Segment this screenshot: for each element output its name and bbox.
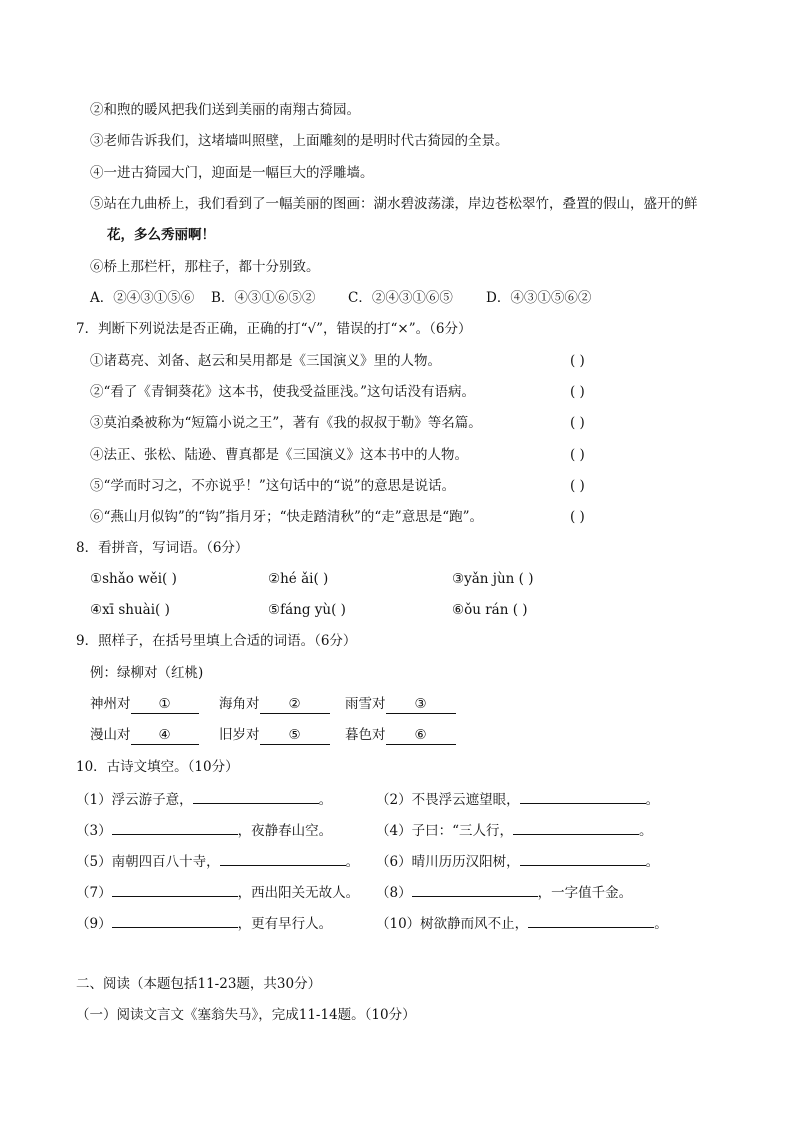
q7-item: ②“看了《青铜葵花》这本书，使我受益匪浅。”这句话没有语病。 (90, 384, 476, 400)
q10-item-prefix: （1）浮云游子意， (76, 792, 193, 808)
q6-item-5: ⑤站在九曲桥上，我们看到了一幅美丽的图画：湖水碧波荡漾，岸边苍松翠竹，叠置的假山，盛开的鲜 (90, 196, 698, 212)
q9-pair-label: 旧岁对 (219, 727, 260, 743)
q7-item: ④法正、张松、陆逊、曹真都是《三国演义》这本书中的人物。 (90, 447, 468, 463)
q7-answer-paren[interactable]: ( ) (570, 478, 585, 494)
q9-pair-label: 暮色对 (345, 727, 386, 743)
q10-item (376, 851, 659, 871)
q10-item (376, 820, 653, 840)
q9-pair (345, 726, 456, 745)
q7-answer-paren[interactable]: ( ) (570, 415, 585, 431)
q10-item (76, 851, 359, 871)
q10-answer-blank[interactable] (520, 851, 646, 866)
q8-pinyin-item[interactable]: ②hé ǎi( ) (268, 571, 329, 587)
q10-item (376, 789, 659, 809)
q9-pair (90, 726, 199, 745)
q7-item: ⑤“学而时习之，不亦说乎！”这句话中的“说”的意思是说话。 (90, 478, 456, 494)
q10-item-suffix: 。 (318, 792, 333, 808)
q10-answer-blank[interactable] (220, 851, 346, 866)
q9-blank-mark: ③ (414, 696, 427, 712)
q10-item (76, 913, 332, 933)
q7-item: ③莫泊桑被称为“短篇小说之王”，著有《我的叔叔于勒》等名篇。 (90, 415, 482, 431)
q10-item (76, 820, 332, 840)
q9-title: 9．照样子，在括号里填上合适的词语。（6分） (76, 633, 357, 649)
q10-answer-blank[interactable] (112, 913, 238, 928)
q10-item-suffix: ，西出阳关无故人。 (237, 885, 360, 901)
q9-blank-mark: ① (158, 696, 171, 712)
q10-item-suffix: 。 (639, 823, 653, 839)
subsection-heading: （一）阅读文言文《塞翁失马》，完成11-14题。（10分） (76, 1007, 416, 1023)
q10-answer-blank[interactable] (193, 789, 319, 804)
q6-item-6: ⑥桥上那栏杆，那柱子，都十分别致。 (90, 259, 320, 275)
q6-item-3: ③老师告诉我们，这堵墙叫照壁，上面雕刻的是明时代古猗园的全景。 (90, 133, 509, 149)
q8-pinyin-item[interactable]: ①shǎo wěi( ) (90, 571, 177, 587)
q10-item-suffix: ，更有早行人。 (237, 916, 333, 932)
q6-option-a: A．②④③①⑤⑥ (90, 290, 195, 306)
q9-answer-blank[interactable] (386, 726, 456, 745)
q8-title: 8．看拼音，写词语。（6分） (76, 540, 249, 556)
q10-item-suffix: ，一字值千金。 (537, 885, 633, 901)
q9-pair (345, 695, 456, 714)
q10-item-prefix: （3） (76, 823, 112, 839)
q10-item-prefix: （2）不畏浮云遮望眼， (376, 792, 520, 808)
q9-answer-blank[interactable] (131, 726, 199, 745)
q9-answer-blank[interactable] (386, 695, 456, 714)
q9-blank-mark: ② (288, 696, 301, 712)
q9-blank-mark: ④ (158, 727, 171, 743)
q10-item-suffix: 。 (654, 916, 668, 932)
q9-blank-mark: ⑥ (414, 727, 427, 743)
q6-option-c: C．②④③①⑥⑤ (348, 290, 453, 306)
q8-pinyin-item[interactable]: ④xī shuài( ) (90, 602, 170, 618)
section-heading: 二、阅读（本题包括11-23题，共30分） (76, 976, 322, 992)
q9-pair (90, 695, 199, 714)
q8-pinyin-item[interactable]: ⑥ǒu rán ( ) (452, 602, 528, 618)
q8-pinyin-item[interactable]: ③yǎn jùn ( ) (452, 571, 534, 587)
q9-pair-label: 海角对 (219, 696, 260, 712)
q10-item (376, 913, 668, 933)
q6-item-4: ④一进古猗园大门，迎面是一幅巨大的浮雕墙。 (90, 165, 374, 181)
q9-answer-blank[interactable] (131, 695, 199, 714)
q10-item-prefix: （4）子曰：“三人行， (376, 823, 513, 839)
q9-pair-label: 雨雪对 (345, 696, 386, 712)
q10-title: 10．古诗文填空。（10分） (76, 759, 239, 775)
q10-answer-blank[interactable] (513, 820, 639, 835)
q9-example: 例：绿柳对（红桃) (90, 665, 204, 681)
q10-item-prefix: （9） (76, 916, 112, 932)
q10-item-prefix: （6）晴川历历汉阳树， (376, 854, 520, 870)
q9-pair (219, 695, 330, 714)
q10-item (76, 882, 359, 902)
q10-item-prefix: （10）树欲静而风不止， (376, 916, 529, 932)
q10-answer-blank[interactable] (112, 882, 238, 897)
q9-pair (219, 726, 330, 745)
q7-answer-paren[interactable]: ( ) (570, 509, 585, 525)
q8-pinyin-item[interactable]: ⑤fáng yù( ) (268, 602, 346, 618)
q7-answer-paren[interactable]: ( ) (570, 447, 585, 463)
q9-answer-blank[interactable] (260, 695, 330, 714)
q9-answer-blank[interactable] (260, 726, 330, 745)
q10-answer-blank[interactable] (520, 789, 646, 804)
q7-answer-paren[interactable]: ( ) (570, 384, 585, 400)
q7-item: ⑥“燕山月似钩”的“钩”指月牙；“快走踏清秋”的“走”意思是“跑”。 (90, 509, 484, 525)
q10-answer-blank[interactable] (412, 882, 538, 897)
q9-pair-label: 漫山对 (90, 727, 131, 743)
q10-answer-blank[interactable] (528, 913, 654, 928)
q10-item-suffix: 。 (645, 854, 660, 870)
q9-blank-mark: ⑤ (288, 727, 301, 743)
q7-item: ①诸葛亮、刘备、赵云和吴用都是《三国演义》里的人物。 (90, 353, 441, 369)
q10-item-suffix: ，夜静春山空。 (237, 823, 333, 839)
q10-answer-blank[interactable] (112, 820, 238, 835)
q7-title: 7．判断下列说法是否正确，正确的打“√”，错误的打“×”。（6分） (76, 321, 472, 337)
q10-item (376, 882, 632, 902)
q10-item-suffix: 。 (345, 854, 360, 870)
q10-item (76, 789, 332, 809)
q10-item-prefix: （7） (76, 885, 112, 901)
q7-answer-paren[interactable]: ( ) (570, 353, 585, 369)
q6-item-2: ②和煦的暖风把我们送到美丽的南翔古猗园。 (90, 102, 360, 118)
q9-pair-label: 神州对 (90, 696, 131, 712)
q6-item-5-cont: 花，多么秀丽啊！ (107, 227, 215, 243)
q6-option-b: B．④③①⑥⑤② (211, 290, 316, 306)
q10-item-suffix: 。 (645, 792, 660, 808)
q10-item-prefix: （8） (376, 885, 412, 901)
q10-item-prefix: （5）南朝四百八十寺， (76, 854, 220, 870)
q6-option-d: D．④③①⑤⑥② (486, 290, 592, 306)
